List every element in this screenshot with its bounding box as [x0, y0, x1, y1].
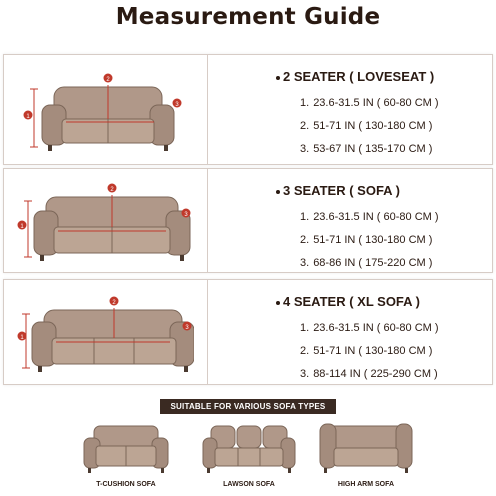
measure-item: 2. 51-71 IN ( 130-180 CM ): [300, 234, 433, 246]
lawson-sofa-illustration: [199, 418, 299, 480]
marker-1-label: 1: [26, 114, 30, 120]
xl-sofa-illustration: [14, 288, 194, 378]
measure-item: 1. 23.6-31.5 IN ( 60-80 CM ): [300, 97, 439, 109]
t-cushion-sofa-label: T-CUSHION SOFA: [96, 481, 156, 488]
lawson-sofa-label: LAWSON SOFA: [223, 481, 275, 488]
marker-1-label: 1: [20, 224, 24, 230]
high-arm-sofa-icon: [316, 418, 416, 480]
sofa-icon: [14, 177, 194, 267]
page-title: Measurement Guide: [115, 4, 381, 30]
lawson-sofa-icon: [199, 418, 299, 480]
sofa-icon: [14, 288, 194, 378]
marker-1-label: 1: [20, 335, 24, 341]
marker-2-label: 2: [112, 300, 116, 306]
measure-item: 1. 23.6-31.5 IN ( 60-80 CM ): [300, 322, 439, 334]
measure-item: 3. 88-114 IN ( 225-290 CM ): [300, 368, 438, 380]
types-banner: SUITABLE FOR VARIOUS SOFA TYPES: [160, 399, 336, 414]
measure-item: 2. 51-71 IN ( 130-180 CM ): [300, 345, 433, 357]
t-cushion-sofa-illustration: [76, 418, 176, 480]
bullet-icon: [276, 301, 280, 305]
loveseat-illustration: [14, 67, 194, 157]
sofa-illustration: [14, 177, 194, 267]
section-divider: [207, 280, 208, 384]
t-cushion-sofa-icon: [76, 418, 176, 480]
high-arm-sofa-illustration: [316, 418, 416, 480]
marker-2-label: 2: [106, 77, 110, 83]
section-4-seater: [3, 279, 493, 385]
measure-item: 3. 53-67 IN ( 135-170 CM ): [300, 143, 433, 155]
measure-item: 2. 51-71 IN ( 130-180 CM ): [300, 120, 433, 132]
section-3-seater: [3, 168, 493, 273]
section-2-seater: [3, 54, 493, 165]
size-info: [276, 69, 439, 155]
size-info: [276, 183, 439, 269]
marker-3-label: 3: [185, 325, 189, 331]
section-heading: 4 SEATER ( XL SOFA ): [283, 294, 421, 309]
section-divider: [207, 169, 208, 272]
marker-3-label: 3: [184, 212, 188, 218]
section-heading: 3 SEATER ( SOFA ): [283, 183, 401, 198]
measure-item: 1. 23.6-31.5 IN ( 60-80 CM ): [300, 211, 439, 223]
bullet-icon: [276, 190, 280, 194]
marker-2-label: 2: [110, 187, 114, 193]
size-info: [276, 294, 439, 380]
marker-3-label: 3: [175, 102, 179, 108]
measure-item: 3. 68-86 IN ( 175-220 CM ): [300, 257, 433, 269]
bullet-icon: [276, 76, 280, 80]
section-divider: [207, 55, 208, 164]
section-heading: 2 SEATER ( LOVESEAT ): [283, 69, 435, 84]
sofa-icon: [14, 67, 194, 157]
high-arm-sofa-label: HIGH ARM SOFA: [337, 481, 395, 488]
